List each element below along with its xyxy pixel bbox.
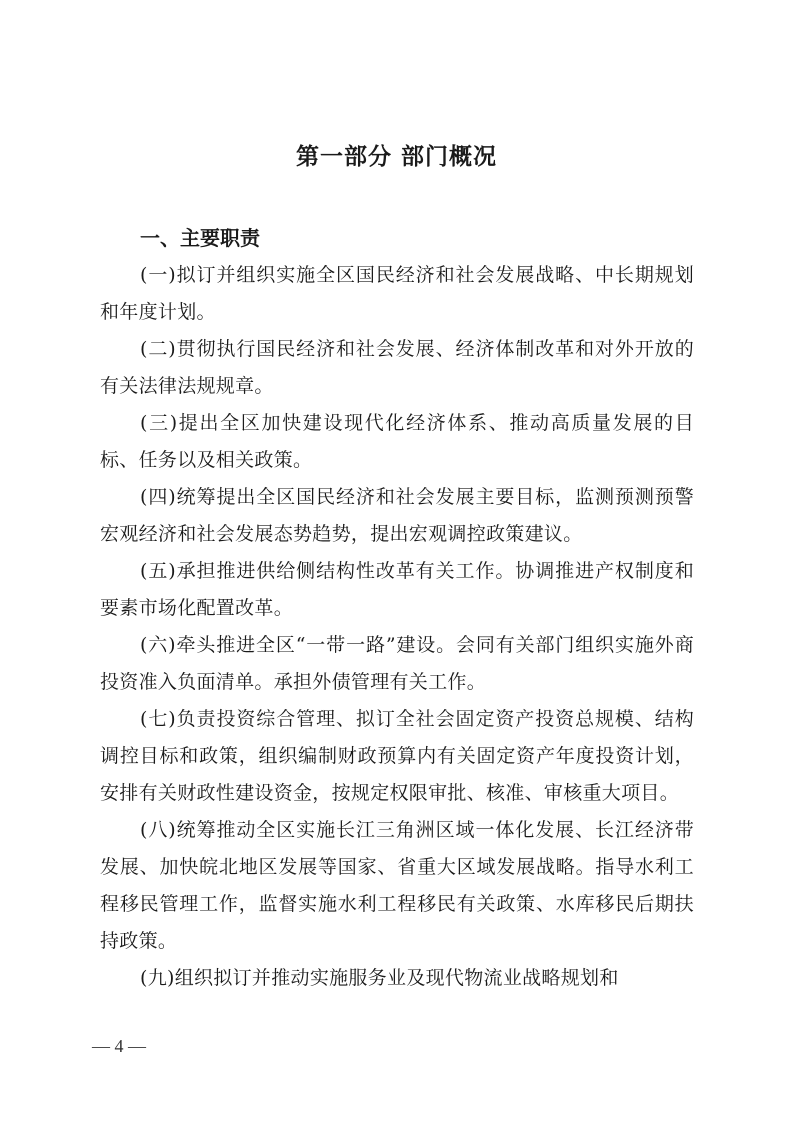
page-title: 第一部分 部门概况 [295,144,497,170]
duty-item-2: (二)贯彻执行国民经济和社会发展、经济体制改革和对外开放的有关法律法规规章。 [100,338,694,397]
duty-item-9: (九)组织拟订并推动实施服务业及现代物流业战略规划和 [140,967,619,989]
section-heading: 一、主要职责 [140,226,260,250]
document-body [100,220,694,997]
page-number: — 4 — [92,1036,146,1056]
duty-item-8: (八)统筹推动全区实施长江三角洲区域一体化发展、长江经济带发展、加快皖北地区发展等国家、省重大区域发展战略。指导水利工程移民管理工作，监督实施水利工程移民有关政策、水库移民后期扶持政策。 [100,819,694,952]
duty-item-5: (五)承担推进供给侧结构性改革有关工作。协调推进产权制度和要素市场化配置改革。 [100,560,694,619]
duty-item-3: (三)提出全区加快建设现代化经济体系、推动高质量发展的目标、任务以及相关政策。 [100,412,694,471]
duty-item-4: (四)统筹提出全区国民经济和社会发展主要目标，监测预测预警宏观经济和社会发展态势趋势，提出宏观调控政策建议。 [100,486,694,545]
duty-item-1: (一)拟订并组织实施全区国民经济和社会发展战略、中长期规划和年度计划。 [100,264,694,323]
duty-item-7: (七)负责投资综合管理、拟订全社会固定资产投资总规模、结构调控目标和政策，组织编制财政预算内有关固定资产年度投资计划，安排有关财政性建设资金，按规定权限审批、核准、审核重大项目。 [100,708,694,804]
duty-item-6: (六)牵头推进全区“一带一路”建设。会同有关部门组织实施外商投资准入负面清单。承担外债管理有关工作。 [100,634,694,693]
